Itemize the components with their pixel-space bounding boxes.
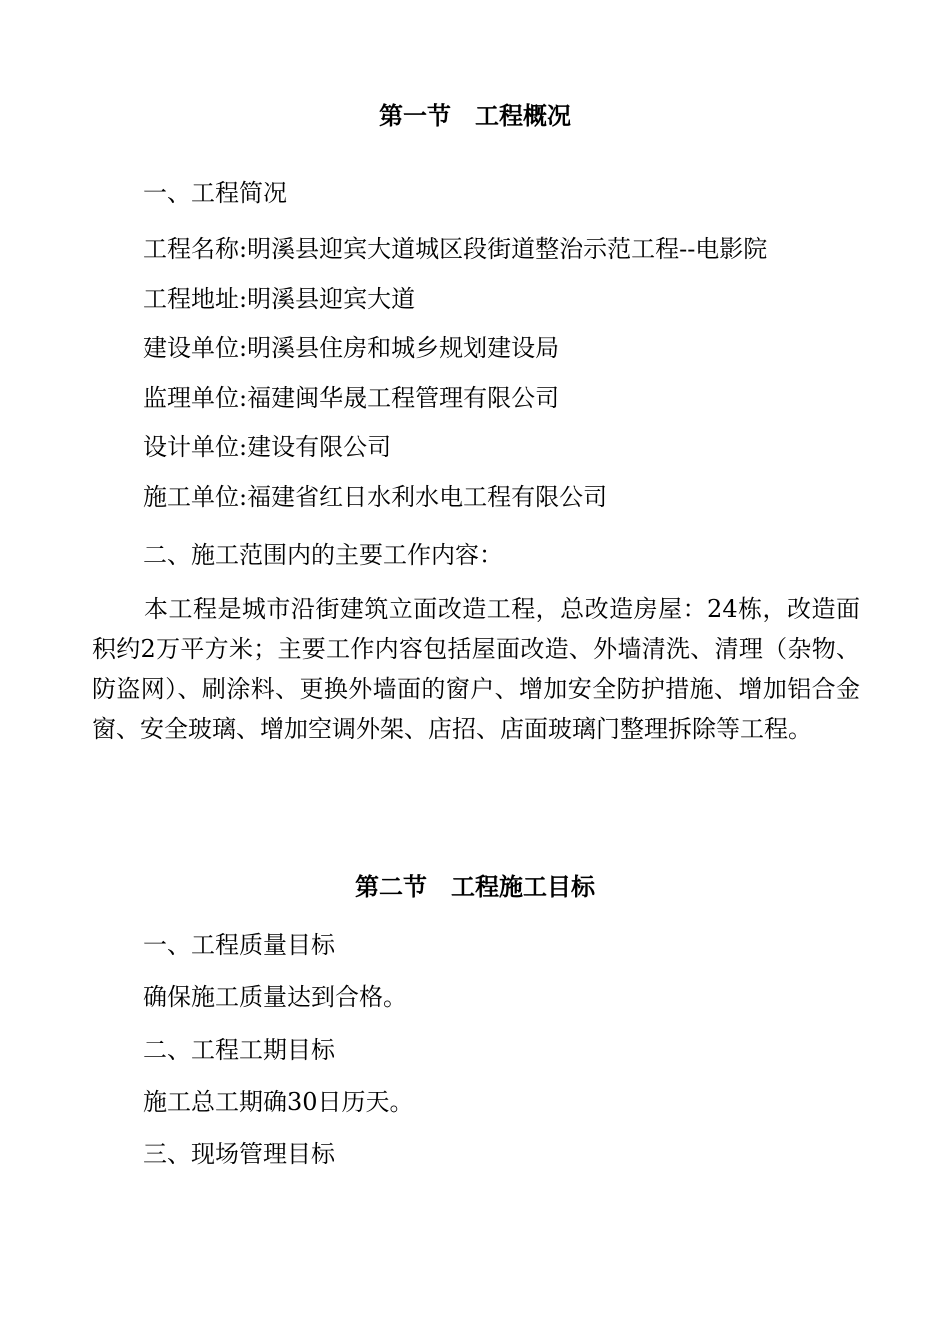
supervisor-line: 监理单位:福建闽华晟工程管理有限公司 [143, 384, 560, 412]
section2-subheading-quality: 一、工程质量目标 [143, 931, 335, 959]
section1-title: 第一节 工程概况 [379, 102, 571, 130]
designer-line: 设计单位:建设有限公司 [143, 433, 392, 461]
section1-subheading-scope: 二、施工范围内的主要工作内容： [143, 541, 503, 569]
section1-subheading-overview: 一、工程简况 [143, 179, 287, 207]
schedule-goal-text: 施工总工期确30日历天。 [143, 1088, 414, 1116]
owner-line: 建设单位:明溪县住房和城乡规划建设局 [143, 334, 560, 362]
project-address-line: 工程地址:明溪县迎宾大道 [143, 285, 416, 313]
section2-subheading-schedule: 二、工程工期目标 [143, 1036, 335, 1064]
contractor-line: 施工单位:福建省红日水利水电工程有限公司 [143, 483, 608, 511]
quality-goal-text: 确保施工质量达到合格。 [143, 983, 407, 1011]
scope-paragraph: 本工程是城市沿街建筑立面改造工程，总改造房屋：24栋，改造面积约2万平方米；主要工作内容包括屋面改造、外墙清洗、清理（杂物、防盗网）、刷涂料、更换外墙面的窗户、增加安全防护措施、增加铝合金窗、安全玻璃、增加空调外架、店招、店面玻璃门整理拆除等工程。 [92, 595, 860, 743]
section2-subheading-site-management: 三、现场管理目标 [143, 1140, 335, 1168]
section2-title: 第二节 工程施工目标 [355, 873, 595, 901]
project-name-line: 工程名称:明溪县迎宾大道城区段街道整治示范工程--电影院 [143, 235, 768, 263]
